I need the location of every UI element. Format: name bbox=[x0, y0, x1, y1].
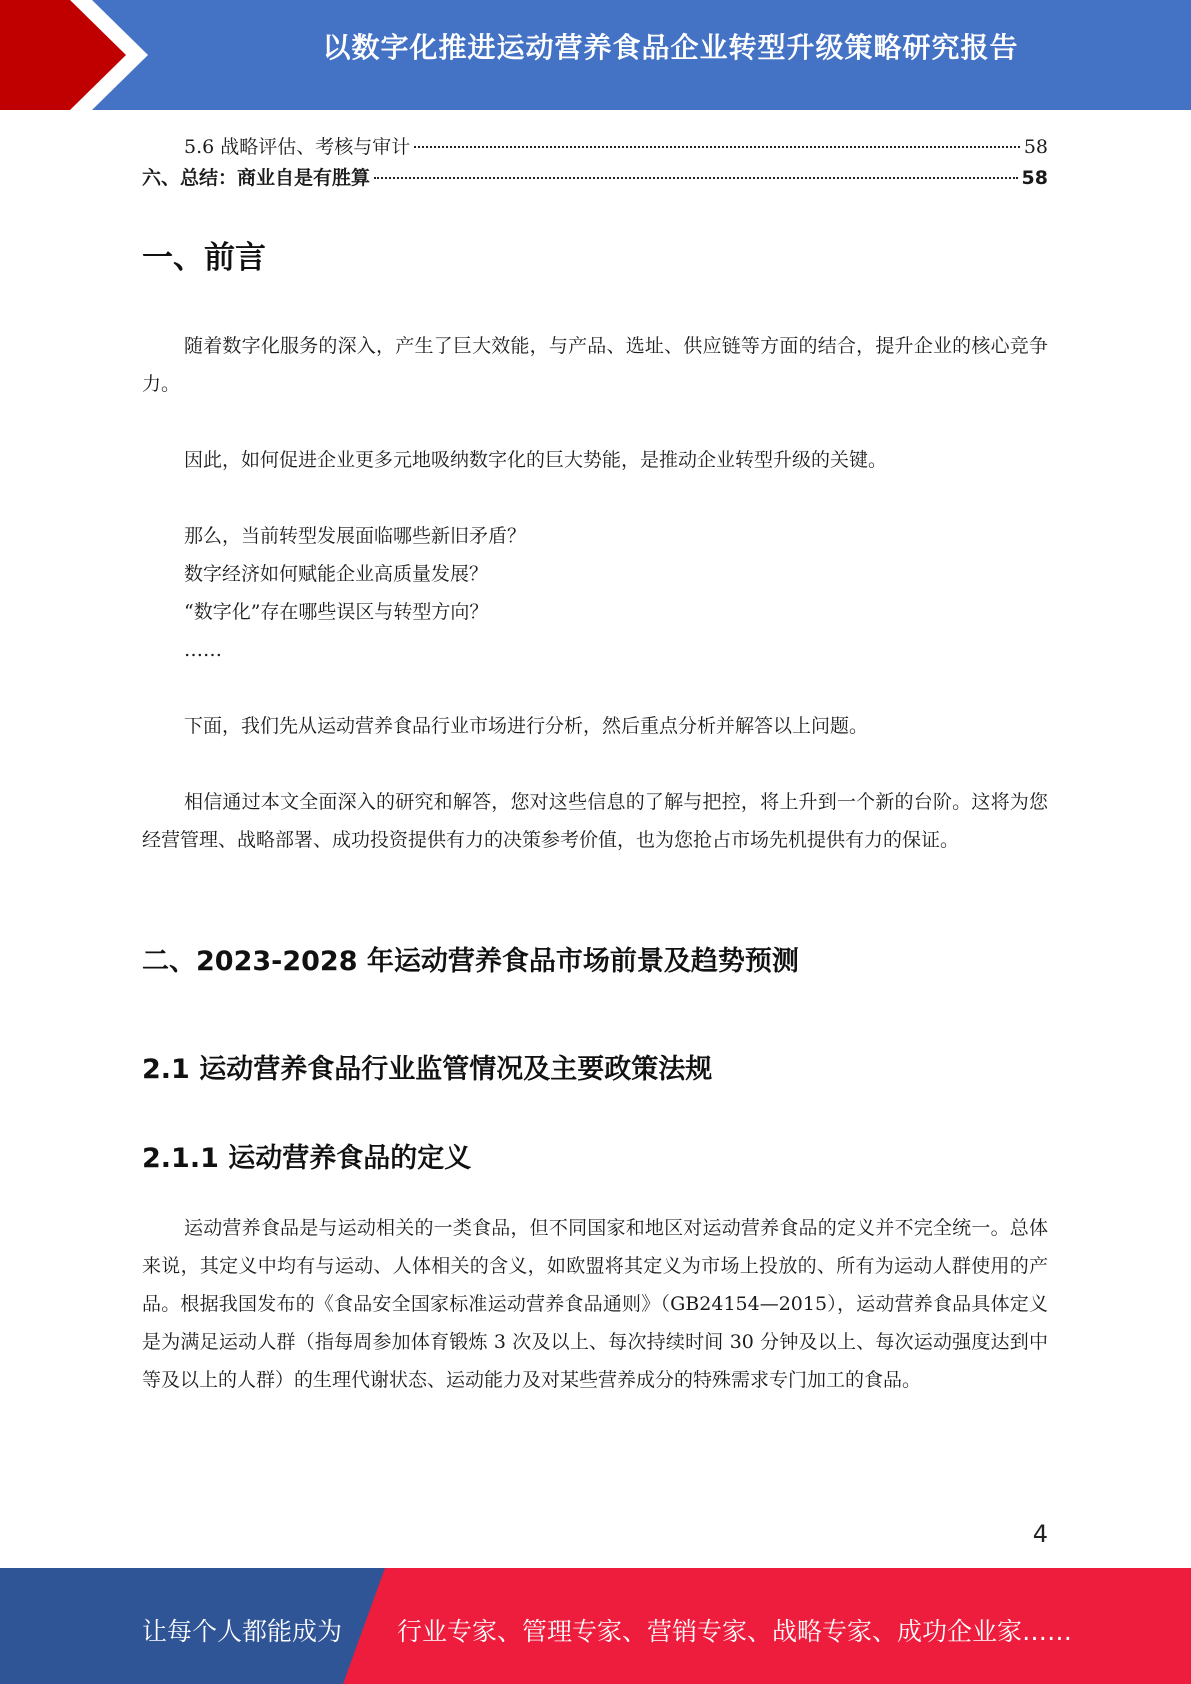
toc-entry-page: 58 bbox=[1021, 167, 1048, 189]
section-heading: 二、2023-2028 年运动营养食品市场前景及趋势预测 bbox=[142, 946, 799, 977]
toc-entry-label: 5.6 战略评估、考核与审计 bbox=[184, 136, 411, 158]
toc-entry-page: 58 bbox=[1023, 136, 1048, 158]
paragraph: 下面，我们先从运动营养食品行业市场进行分析，然后重点分析并解答以上问题。 bbox=[184, 715, 869, 737]
ellipsis-line: …… bbox=[184, 639, 222, 661]
toc-entry[interactable] bbox=[142, 132, 1048, 159]
page-number: 4 bbox=[1032, 1520, 1048, 1548]
page-header bbox=[0, 0, 1191, 110]
footer-slogan-left: 让每个人都能成为 bbox=[142, 1617, 343, 1646]
toc-leader-dots bbox=[374, 177, 1018, 179]
question-line: 数字经济如何赋能企业高质量发展？ bbox=[184, 563, 489, 585]
toc-entry[interactable] bbox=[142, 163, 1048, 190]
subsubsection-heading: 2.1.1 运动营养食品的定义 bbox=[142, 1143, 472, 1174]
footer-slogan-right: 行业专家、管理专家、营销专家、战略专家、成功企业家…… bbox=[397, 1617, 1073, 1646]
section-heading: 一、前言 bbox=[142, 240, 266, 276]
toc-leader-dots bbox=[414, 146, 1020, 148]
subsection-heading: 2.1 运动营养食品行业监管情况及主要政策法规 bbox=[142, 1054, 713, 1085]
paragraph: 运动营养食品是与运动相关的一类食品，但不同国家和地区对运动营养食品的定义并不完全统一。总体来说，其定义中均有与运动、人体相关的含义，如欧盟将其定义为市场上投放的、所有为运动人群使用的产品。根据我国发布的《食品安全国家标准运动营养食品通则》（GB24154—2015），运动营养食品具体定义是为满足运动人群（指每周参加体育锻炼 3 次及以上、每次持续时间 30 分钟及以上、每次运动强度达到中等及以上的人群）的生理代谢状态、运动能力及对某些营养成分的特殊需求专门加工的食品。 bbox=[142, 1217, 1048, 1391]
question-line: “数字化”存在哪些误区与转型方向？ bbox=[184, 601, 489, 623]
report-title: 以数字化推进运动营养食品企业转型升级策略研究报告 bbox=[322, 31, 1019, 64]
toc-entry-label: 六、总结：商业自是有胜算 bbox=[142, 167, 371, 189]
question-line: 那么，当前转型发展面临哪些新旧矛盾？ bbox=[184, 525, 527, 547]
paragraph: 因此，如何促进企业更多元地吸纳数字化的巨大势能，是推动企业转型升级的关键。 bbox=[184, 449, 888, 471]
page-footer bbox=[0, 1568, 1191, 1684]
paragraph: 相信通过本文全面深入的研究和解答，您对这些信息的了解与把控，将上升到一个新的台阶。这将为您经营管理、战略部署、成功投资提供有力的决策参考价值，也为您抢占市场先机提供有力的保证。 bbox=[142, 791, 1048, 851]
paragraph: 随着数字化服务的深入，产生了巨大效能，与产品、选址、供应链等方面的结合，提升企业的核心竞争力。 bbox=[142, 335, 1048, 395]
